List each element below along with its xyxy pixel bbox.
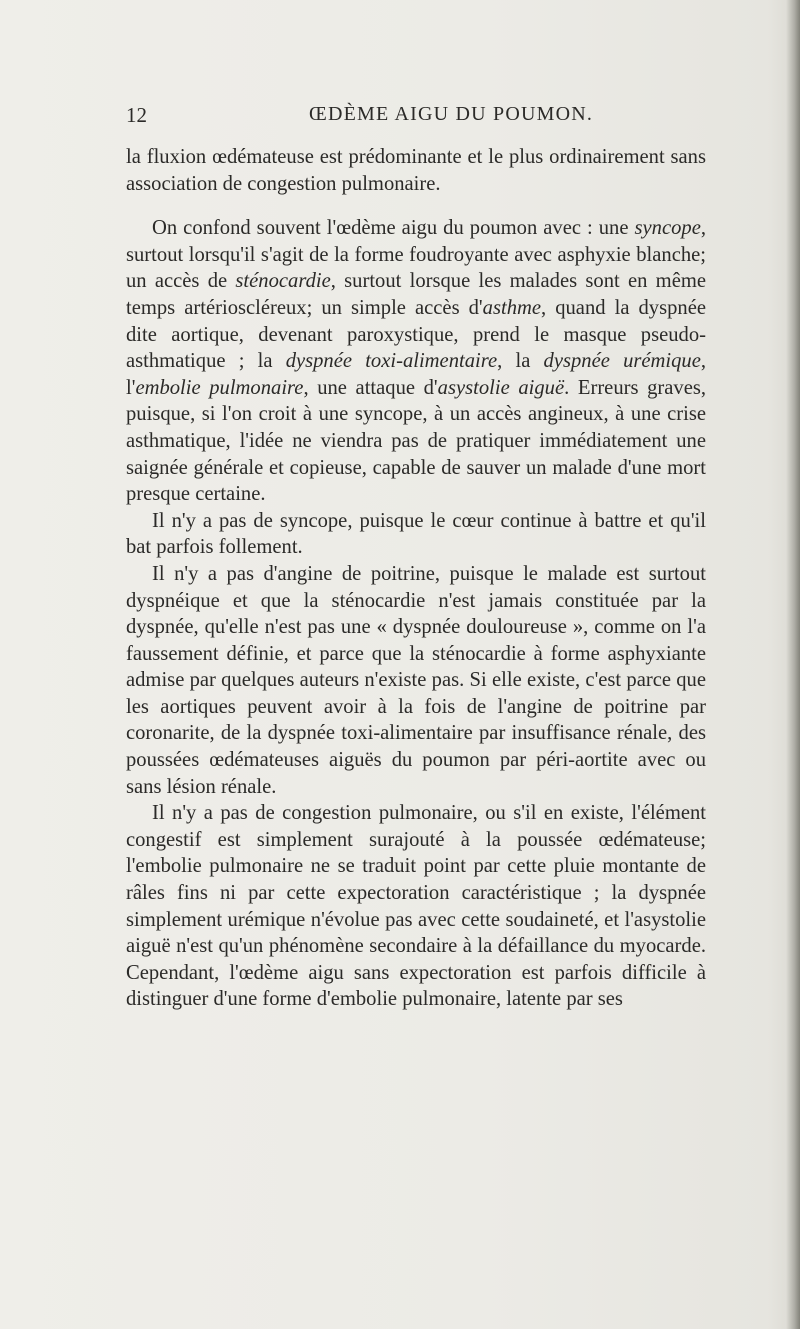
paragraph <box>126 800 706 1013</box>
italic-term: asthme <box>482 296 541 319</box>
text-run: Il n'y a pas de syncope, puisque le cœur continue à battre et qu'il bat parfois follement. <box>126 509 706 559</box>
text-run: , surtout lorsqu'il s'agit de la forme foudroyante avec asphyxie blanche; un accès de <box>126 217 706 293</box>
text-run: la fluxion œdémateuse est prédominante et le plus ordinairement sans association de congestion pulmonaire. <box>126 146 706 195</box>
text-run: , l' <box>126 350 707 399</box>
italic-term: syncope <box>634 217 701 240</box>
paragraph <box>126 215 706 508</box>
text-run: Il n'y a pas d'angine de poitrine, puisque le malade est surtout dyspnéique et que la sténocardie n'est jamais constituée par la dyspnée, qu'elle n'est pas une « dyspnée douloureuse », comme on l'a faussement définie, et parce que la sténocardie à forme asphyxiante admise par quelques auteurs n'existe pas. Si elle existe, c'est parce que les aortiques peuvent avoir à la fois de l'angine de poitrine par coronarite, de la dyspnée toxi-alimentaire par insuffisance rénale, des poussées œdémateuses aiguës du poumon par péri-aortite avec ou sans lésion rénale. <box>126 562 706 798</box>
italic-term: asystolie aiguë <box>437 376 565 399</box>
body-text <box>126 144 706 1013</box>
text-run: , la <box>497 350 544 373</box>
page-header <box>126 103 704 133</box>
text-run: On confond souvent l'œdème aigu du poumon avec : une <box>152 217 635 240</box>
italic-term: dyspnée urémique <box>543 350 701 373</box>
italic-term: dyspnée toxi-alimentaire <box>285 350 498 373</box>
paragraph <box>126 144 706 197</box>
text-run: . Erreurs graves, puisque, si l'on croit à une syncope, à un accès angineux, à une crise asthmatique, l'idée ne viendra pas de pratiquer immédiatement une saignée générale et copieuse, capable de sauver un malade d'une mort presque certaine. <box>126 376 706 506</box>
text-run: , une attaque d' <box>303 376 438 399</box>
italic-term: embolie pulmonaire <box>135 376 304 399</box>
text-run: , quand la dyspnée dite aortique, devenant paroxystique, prend le masque pseudo-asthmatique ; la <box>126 296 706 373</box>
page-edge-shadow <box>786 0 800 1329</box>
italic-term: sténocardie <box>235 270 331 293</box>
page-number: 12 <box>126 103 147 127</box>
running-title: ŒDÈME AIGU DU POUMON. <box>309 103 594 125</box>
paragraph <box>126 508 706 561</box>
paragraph <box>126 561 706 800</box>
text-run: Il n'y a pas de congestion pulmonaire, ou s'il en existe, l'élément congestif est simplement surajouté à la poussée œdémateuse; l'embolie pulmonaire ne se traduit point par cette pluie montante de râles fins ni par cette expectoration caractéristique ; la dyspnée simplement urémique n'évolue pas avec cette soudaineté, et l'asystolie aiguë n'est qu'un phénomène secondaire à la défaillance du myocarde. Cependant, l'œdème aigu sans expectoration est parfois difficile à distinguer d'une forme d'embolie pulmonaire, latente par ses <box>126 802 706 1011</box>
text-run: , surtout lorsque les malades sont en même temps artérioscléreux; un simple accès d' <box>126 270 706 319</box>
